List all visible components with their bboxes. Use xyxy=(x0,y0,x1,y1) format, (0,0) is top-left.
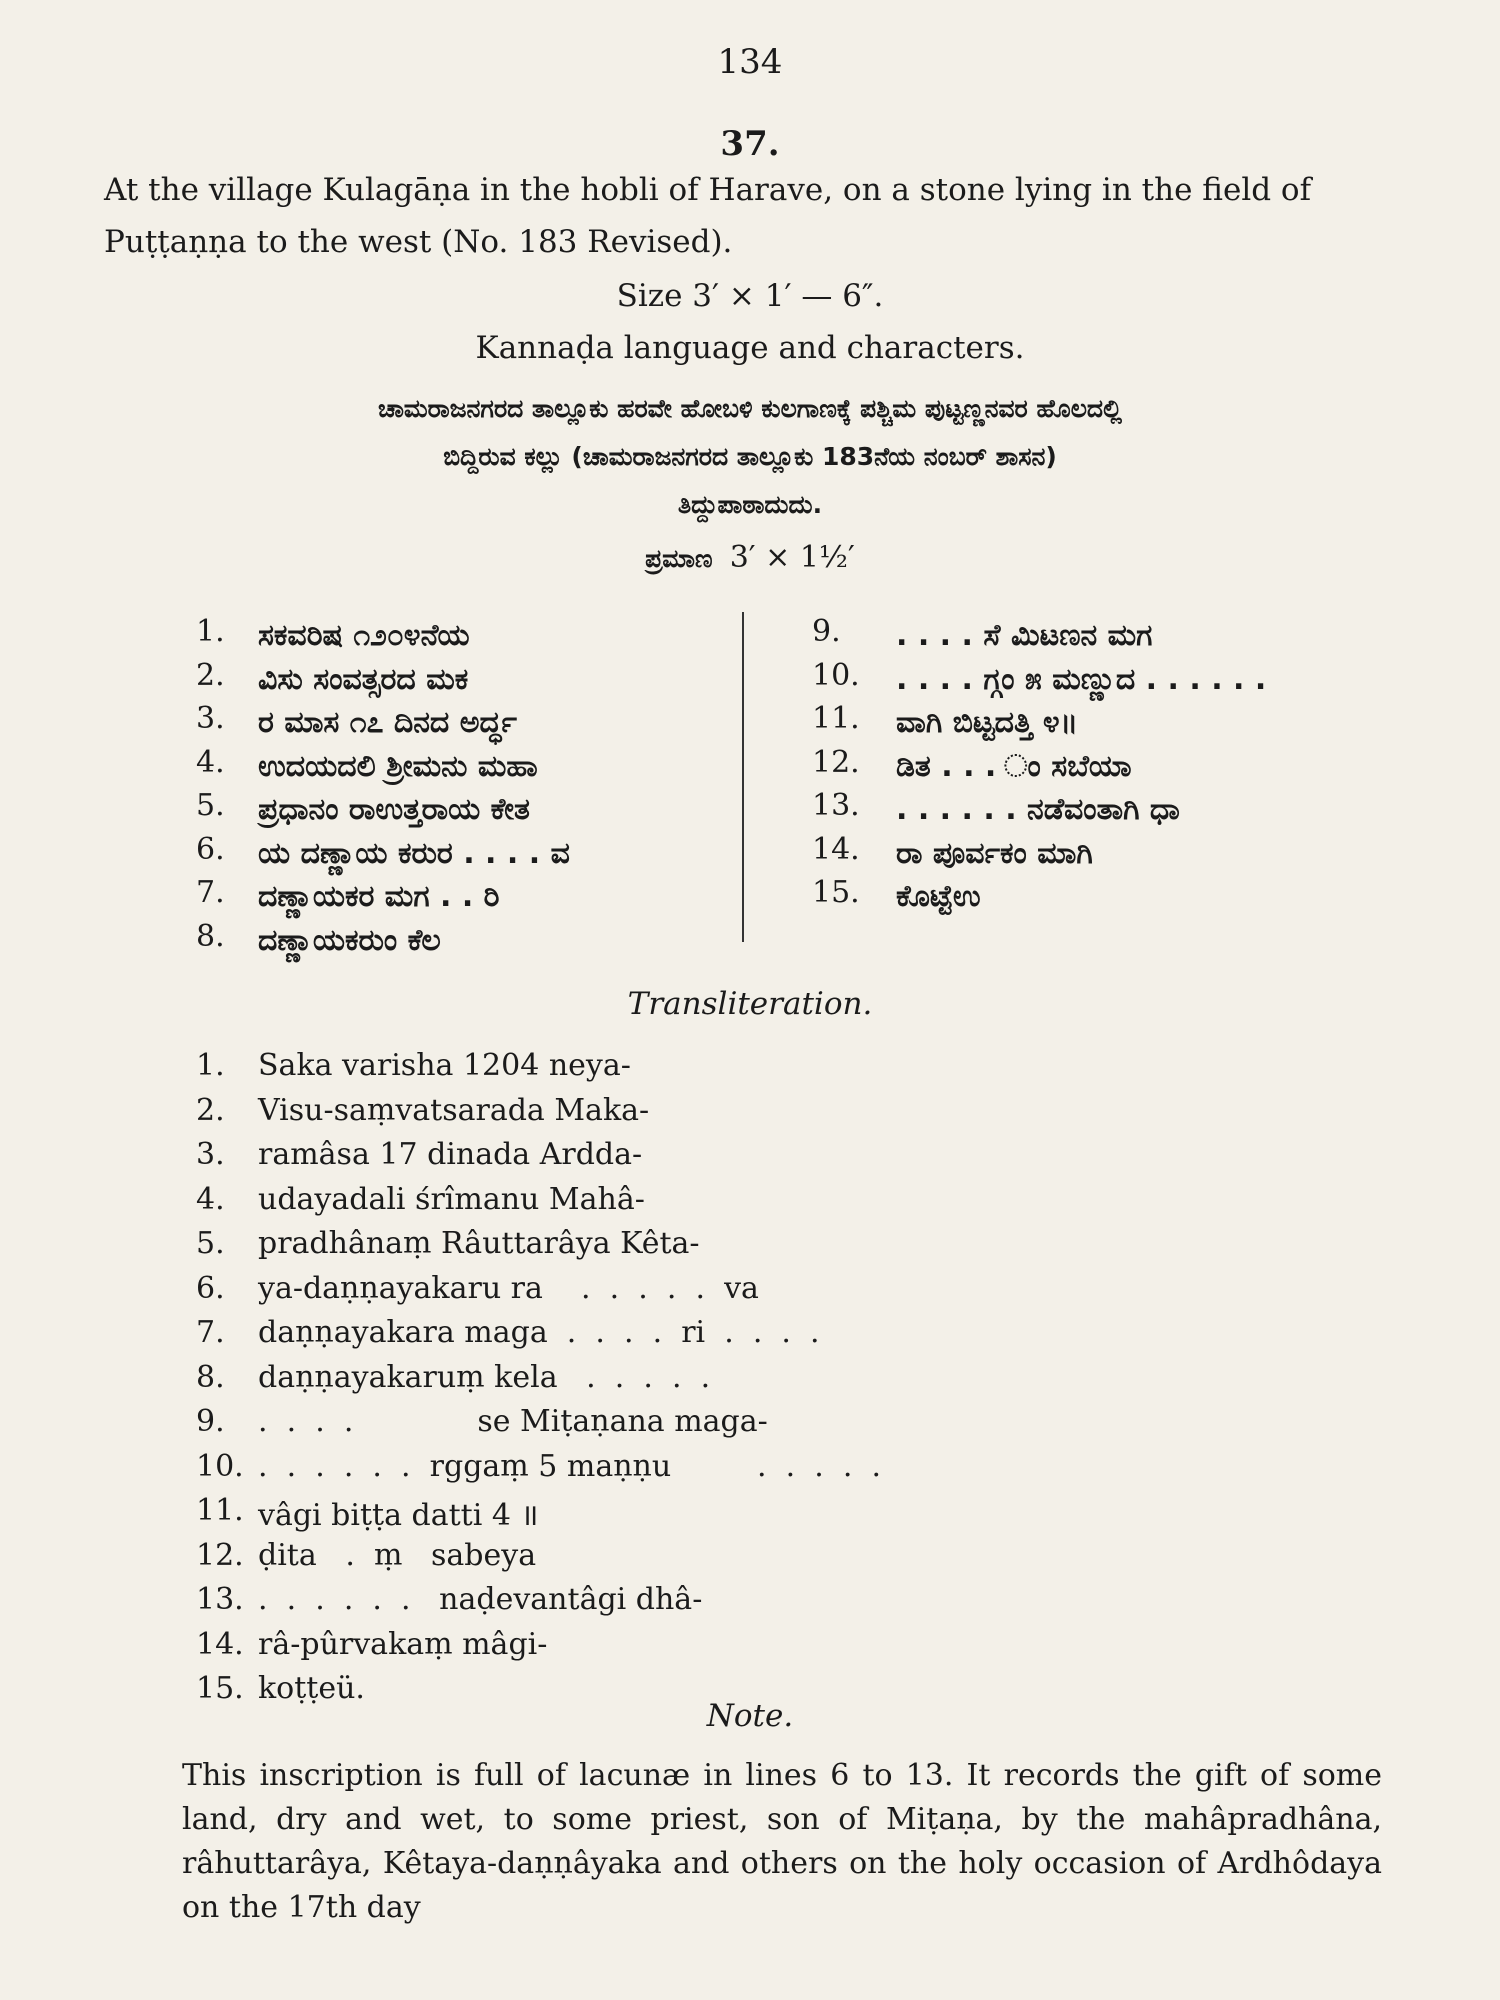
section-number: 37. xyxy=(720,124,780,164)
kannada-right-row xyxy=(812,875,1500,919)
transliteration-line-text: . . . . . . rggaṃ 5 maṇṇu . . . . . xyxy=(258,1448,881,1484)
transliteration-row xyxy=(196,1137,1496,1181)
kannada-left-line-number: 2. xyxy=(196,657,225,693)
column-divider xyxy=(742,612,744,942)
transliteration-row xyxy=(196,1582,1496,1626)
kannada-left-line-text: ಉದಯದಲಿ ಶ್ರೀಮನು ಮಹಾ xyxy=(258,748,538,784)
transliteration-line-text: . . . . se Miṭaṇana maga- xyxy=(258,1404,768,1439)
kannada-right-row xyxy=(812,832,1500,876)
kannada-left-row xyxy=(196,919,1496,963)
transliteration-line-number: 1. xyxy=(196,1048,225,1083)
kannada-left-line-text: ಯ ದಣ್ಣಾಯ ಕರುರ . . . . ವ xyxy=(258,835,570,871)
kannada-right-row xyxy=(812,788,1500,832)
transliteration-line-text: daṇṇayakara maga . . . . ri . . . . xyxy=(258,1315,820,1350)
measure-value: 3′ × 1½′ xyxy=(729,540,855,575)
kannada-left-line-text: ದಣ್ಣಾಯಕರುಂ ಕೆಲ xyxy=(258,922,441,958)
transliteration-line-number: 15. xyxy=(196,1671,244,1706)
transliteration-row xyxy=(196,1271,1496,1315)
kannada-right-row xyxy=(812,658,1500,702)
transliteration-row xyxy=(196,1226,1496,1270)
kannada-left-line-number: 1. xyxy=(196,614,225,649)
transliteration-line-number: 9. xyxy=(196,1404,225,1439)
transliteration-line-text: udayadali śrîmanu Mahâ- xyxy=(258,1181,645,1217)
note-heading: Note. xyxy=(706,1698,794,1734)
kannada-right-line-number: 15. xyxy=(812,875,860,910)
kannada-right-line-number: 10. xyxy=(812,657,860,693)
kannada-right-line-text: . . . . . . ನಡೆವಂತಾಗಿ ಧಾ xyxy=(896,792,1180,827)
kannada-right-line-text: ಡಿತ . . . ಂ ಸಬೆಯಾ xyxy=(896,748,1132,784)
transliteration-line-text: daṇṇayakaruṃ kela . . . . . xyxy=(258,1359,711,1395)
kannada-left-line-text: ದಣ್ಣಾಯಕರ ಮಗ . . ರಿ xyxy=(258,879,500,914)
kannada-header-line-3: ತಿದ್ದುಪಾಠಾದುದು. xyxy=(677,490,823,519)
transliteration-line-number: 4. xyxy=(196,1181,225,1217)
transliteration-row xyxy=(196,1538,1496,1582)
transliteration-line-text: ramâsa 17 dinada Ardda- xyxy=(258,1137,643,1172)
kannada-right-line-number: 12. xyxy=(812,744,860,780)
kannada-left-line-number: 8. xyxy=(196,918,225,954)
kannada-right-line-number: 11. xyxy=(812,701,860,736)
transliteration-row xyxy=(196,1315,1496,1359)
kannada-right-line-number: 13. xyxy=(812,788,860,823)
transliteration-heading: Transliteration. xyxy=(627,986,873,1022)
transliteration-row xyxy=(196,1627,1496,1671)
transliteration-line-text: . . . . . . naḍevantâgi dhâ- xyxy=(258,1582,703,1617)
kannada-left-line-text: ಸಕವರಿಷ ೧೨೦೪ನೆಯ xyxy=(258,618,470,653)
note-paragraph: This inscription is full of lacunæ in lines 6 to 13. It records the gift of some land, dry and wet, to some priest, son of Miṭaṇa, by the mahâpradhâna, râhuttarâya, Kêtaya-daṇṇâyaka and others on the holy occasion of Ardhôdaya on the 17th day xyxy=(182,1758,1382,1925)
measure-line xyxy=(0,540,1500,575)
kannada-right-line-number: 14. xyxy=(812,831,860,867)
transliteration-line-number: 8. xyxy=(196,1359,225,1395)
transliteration-line-number: 3. xyxy=(196,1137,225,1172)
kannada-left-line-text: ಪ್ರಧಾನಂ ರಾಉತ್ತರಾಯ ಕೇತ xyxy=(258,792,530,827)
kannada-right-line-text: ವಾಗಿ ಬಿಟ್ಟದತ್ತಿ ೪॥ xyxy=(896,705,1078,740)
kannada-right-line-number: 9. xyxy=(812,614,841,649)
transliteration-line-text: Saka varisha 1204 neya- xyxy=(258,1048,631,1083)
kannada-right-line-text: . . . . ಸೆ ಮಿಟಣನ ಮಗ xyxy=(896,618,1153,653)
transliteration-line-number: 12. xyxy=(196,1537,244,1573)
kannada-left-line-number: 4. xyxy=(196,744,225,780)
transliteration-line-number: 6. xyxy=(196,1270,225,1306)
transliteration-line-number: 2. xyxy=(196,1092,225,1128)
intro-line-2: Puṭṭaṇṇa to the west (No. 183 Revised). xyxy=(104,224,733,260)
kannada-right-line-text: ರಾ ಪೂರ್ವಕಂ ಮಾಗಿ xyxy=(896,835,1093,871)
transliteration-row xyxy=(196,1404,1496,1448)
measure-label: ಪ್ರಮಾಣ xyxy=(645,544,713,573)
transliteration-row xyxy=(196,1360,1496,1404)
language-line: Kannaḍa language and characters. xyxy=(475,330,1025,366)
kannada-right-line-text: . . . . ಗ್ಗಂ ೫ ಮಣ್ಣುದ . . . . . . xyxy=(896,661,1267,697)
kannada-left-line-number: 7. xyxy=(196,875,225,910)
transliteration-line-text: Visu-saṃvatsarada Maka- xyxy=(258,1092,650,1128)
transliteration-line-text: vâgi biṭṭa datti 4 ॥ xyxy=(258,1498,539,1533)
kannada-left-line-text: ವಿಸು ಸಂವತ್ಸರದ ಮಕ xyxy=(258,661,469,697)
kannada-header-line-1: ಚಾಮರಾಜನಗರದ ತಾಲ್ಲೂಕು ಹರವೇ ಹೋಬಳಿ ಕುಲಗಾಣಕ್ಕೆ ಪಶ್ಚಿಮ ಪುಟ್ಟಣ್ಣನವರ ಹೊಲದಲ್ಲಿ xyxy=(378,394,1122,423)
kannada-right-row xyxy=(812,701,1500,745)
kannada-left-line-number: 3. xyxy=(196,701,225,736)
transliteration-row xyxy=(196,1048,1496,1092)
transliteration-line-text: râ-pûrvakaṃ mâgi- xyxy=(258,1626,548,1662)
transliteration-row xyxy=(196,1093,1496,1137)
transliteration-line-number: 7. xyxy=(196,1315,225,1350)
transliteration-line-text: koṭṭeü. xyxy=(258,1671,365,1706)
kannada-left-line-number: 6. xyxy=(196,831,225,867)
intro-line-1: At the village Kulagāṇa in the hobli of Harave, on a stone lying in the field of xyxy=(104,172,1312,208)
kannada-right-row xyxy=(812,614,1500,658)
transliteration-line-text: ya-daṇṇayakaru ra . . . . . va xyxy=(258,1270,759,1306)
transliteration-line-number: 5. xyxy=(196,1226,225,1261)
kannada-right-line-text: ಕೊಟ್ಟೆಉ xyxy=(896,879,981,914)
transliteration-row xyxy=(196,1449,1496,1493)
kannada-right-row xyxy=(812,745,1500,789)
transliteration-line-text: ḍita . ṃ sabeya xyxy=(258,1537,537,1573)
transliteration-line-number: 13. xyxy=(196,1582,244,1617)
transliteration-row xyxy=(196,1182,1496,1226)
kannada-left-line-text: ರ ಮಾಸ ೧೭ ದಿನದ ಅರ್ದ್ಧ xyxy=(258,705,517,740)
page-number: 134 xyxy=(717,42,783,82)
transliteration-line-number: 11. xyxy=(196,1493,244,1528)
transliteration-line-text: pradhânaṃ Râuttarâya Kêta- xyxy=(258,1226,700,1261)
transliteration-line-number: 14. xyxy=(196,1626,244,1662)
transliteration-row xyxy=(196,1493,1496,1537)
kannada-header-line-2: ಬಿದ್ದಿರುವ ಕಲ್ಲು (ಚಾಮರಾಜನಗರದ ತಾಲ್ಲೂಕು 183ನೆಯ ನಂಬರ್ ಶಾಸನ) xyxy=(443,442,1057,471)
kannada-left-line-number: 5. xyxy=(196,788,225,823)
size-line: Size 3′ × 1′ — 6″. xyxy=(616,278,884,314)
transliteration-line-number: 10. xyxy=(196,1448,244,1484)
